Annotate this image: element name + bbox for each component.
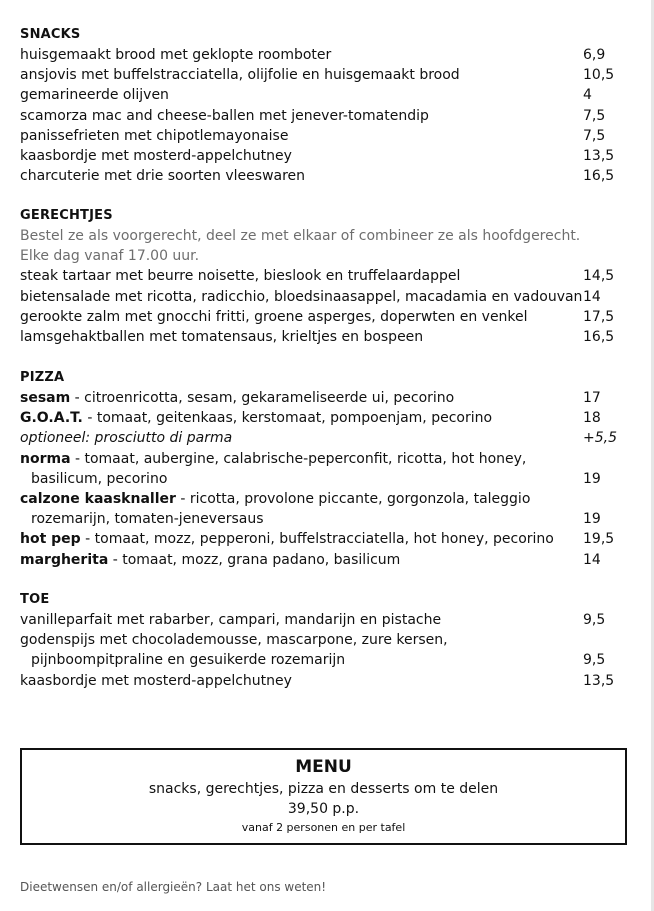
item-price: 19 <box>583 511 601 528</box>
menu-item <box>20 671 620 691</box>
section-heading: GERECHTJES <box>20 208 113 223</box>
item-price: 14 <box>583 288 601 305</box>
menu-item-continued <box>20 509 620 529</box>
item-description-cont: basilicum, pecorino <box>31 470 168 487</box>
menu-item <box>20 610 620 630</box>
item-title: norma <box>20 450 71 467</box>
item-price: 4 <box>583 87 592 104</box>
item-price: 7,5 <box>583 107 606 124</box>
item-price: 6,9 <box>583 47 606 63</box>
item-description: - tomaat, geitenkaas, kerstomaat, pompoenjam, pecorino <box>82 410 493 427</box>
menu-item <box>20 408 620 428</box>
menu-item <box>20 449 620 469</box>
section-pizza <box>20 368 620 570</box>
item-description: - citroenricotta, sesam, gekarameliseerde ui, pecorino <box>70 390 455 406</box>
item-name: lamsgehaktballen met tomatensaus, krieltjes en bospeen <box>20 328 424 345</box>
item-title: sesam <box>20 390 71 406</box>
item-name: kaasbordje met mosterd-appelchutney <box>20 147 292 164</box>
section-snacks <box>20 25 620 186</box>
menu-offer-note: vanaf 2 personen en per tafel <box>241 821 406 834</box>
menu-item <box>20 126 620 146</box>
allergy-note: Dieetwensen en/of allergieën? Laat het ons weten! <box>20 880 327 894</box>
item-name: huisgemaakt brood met geklopte roomboter <box>20 47 332 63</box>
item-price: 19,5 <box>583 531 615 548</box>
menu-item <box>20 388 620 408</box>
menu-item <box>20 489 620 509</box>
menu-item <box>20 166 620 186</box>
section-gerechtjes <box>20 206 620 347</box>
menu-offer-title: MENU <box>295 757 352 777</box>
item-name: kaasbordje met mosterd-appelchutney <box>20 672 292 689</box>
item-price: 13,5 <box>583 147 615 164</box>
item-name: panissefrieten met chipotlemayonaise <box>20 127 289 144</box>
item-description-cont: rozemarijn, tomaten-jeneversaus <box>31 511 264 528</box>
item-title: hot pep <box>20 531 81 548</box>
menu-item <box>20 550 620 570</box>
item-name: bietensalade met ricotta, radicchio, bloedsinaasappel, macadamia en vadouvan <box>20 288 583 305</box>
item-description: - tomaat, mozz, grana padano, basilicum <box>108 551 401 568</box>
menu-item <box>20 327 620 347</box>
menu-item <box>20 307 620 327</box>
menu-offer-price: 39,50 p.p. <box>287 801 360 817</box>
item-description: - tomaat, aubergine, calabrische-peperconfit, ricotta, hot honey, <box>70 450 527 467</box>
menu-offer-box <box>20 748 627 845</box>
item-description: - tomaat, mozz, pepperoni, buffelstracciatella, hot honey, pecorino <box>80 531 554 548</box>
menu-item <box>20 630 620 650</box>
item-price: 17,5 <box>583 308 615 325</box>
menu-item <box>20 65 620 85</box>
item-name: godenspijs met chocolademousse, mascarpone, zure kersen, <box>20 632 448 649</box>
item-price: +5,5 <box>583 430 617 447</box>
menu-item <box>20 287 620 307</box>
menu-item <box>20 106 620 126</box>
item-name: charcuterie met drie soorten vleeswaren <box>20 168 306 185</box>
item-name: gemarineerde olijven <box>20 87 169 104</box>
item-price: 14,5 <box>583 268 615 285</box>
menu-offer-description: snacks, gerechtjes, pizza en desserts om te delen <box>148 781 499 797</box>
item-price: 7,5 <box>583 127 606 144</box>
item-price: 13,5 <box>583 672 615 689</box>
item-name-cont: pijnboompitpraline en gesuikerde rozemarijn <box>31 652 346 669</box>
item-price: 17 <box>583 390 601 406</box>
item-price: 10,5 <box>583 67 615 84</box>
item-price: 19 <box>583 470 601 487</box>
item-name: steak tartaar met beurre noisette, bieslook en truffelaardappel <box>20 268 461 285</box>
menu-item-continued <box>20 650 620 670</box>
menu-item <box>20 266 620 286</box>
item-price: 16,5 <box>583 328 615 345</box>
menu-item <box>20 146 620 166</box>
item-name: ansjovis met buffelstracciatella, olijfolie en huisgemaakt brood <box>20 67 460 84</box>
item-title: calzone kaasknaller <box>20 490 176 507</box>
item-title: G.O.A.T. <box>20 410 83 427</box>
item-price: 9,5 <box>583 652 606 669</box>
item-price: 9,5 <box>583 612 606 628</box>
item-name: scamorza mac and cheese-ballen met jenever-tomatendip <box>20 107 429 124</box>
menu-item <box>20 45 620 65</box>
section-intro-hours: Elke dag vanaf 17.00 uur. <box>20 248 200 265</box>
menu-item-option <box>20 428 620 448</box>
menu-item-continued <box>20 469 620 489</box>
item-description: - ricotta, provolone piccante, gorgonzola, taleggio <box>175 490 531 507</box>
item-title: margherita <box>20 551 109 568</box>
section-heading: TOE <box>20 592 50 607</box>
item-price: 14 <box>583 551 601 568</box>
section-toe <box>20 590 620 691</box>
item-option: optioneel: prosciutto di parma <box>20 430 233 447</box>
item-name: vanilleparfait met rabarber, campari, mandarijn en pistache <box>20 612 442 628</box>
section-heading: PIZZA <box>20 370 65 385</box>
menu-item <box>20 85 620 105</box>
item-price: 16,5 <box>583 168 615 185</box>
menu-item <box>20 529 620 549</box>
item-name: gerookte zalm met gnocchi fritti, groene asperges, doperwten en venkel <box>20 308 528 325</box>
section-intro: Bestel ze als voorgerecht, deel ze met elkaar of combineer ze als hoofdgerecht. <box>20 228 581 244</box>
item-price: 18 <box>583 410 601 427</box>
section-heading: SNACKS <box>20 27 81 42</box>
